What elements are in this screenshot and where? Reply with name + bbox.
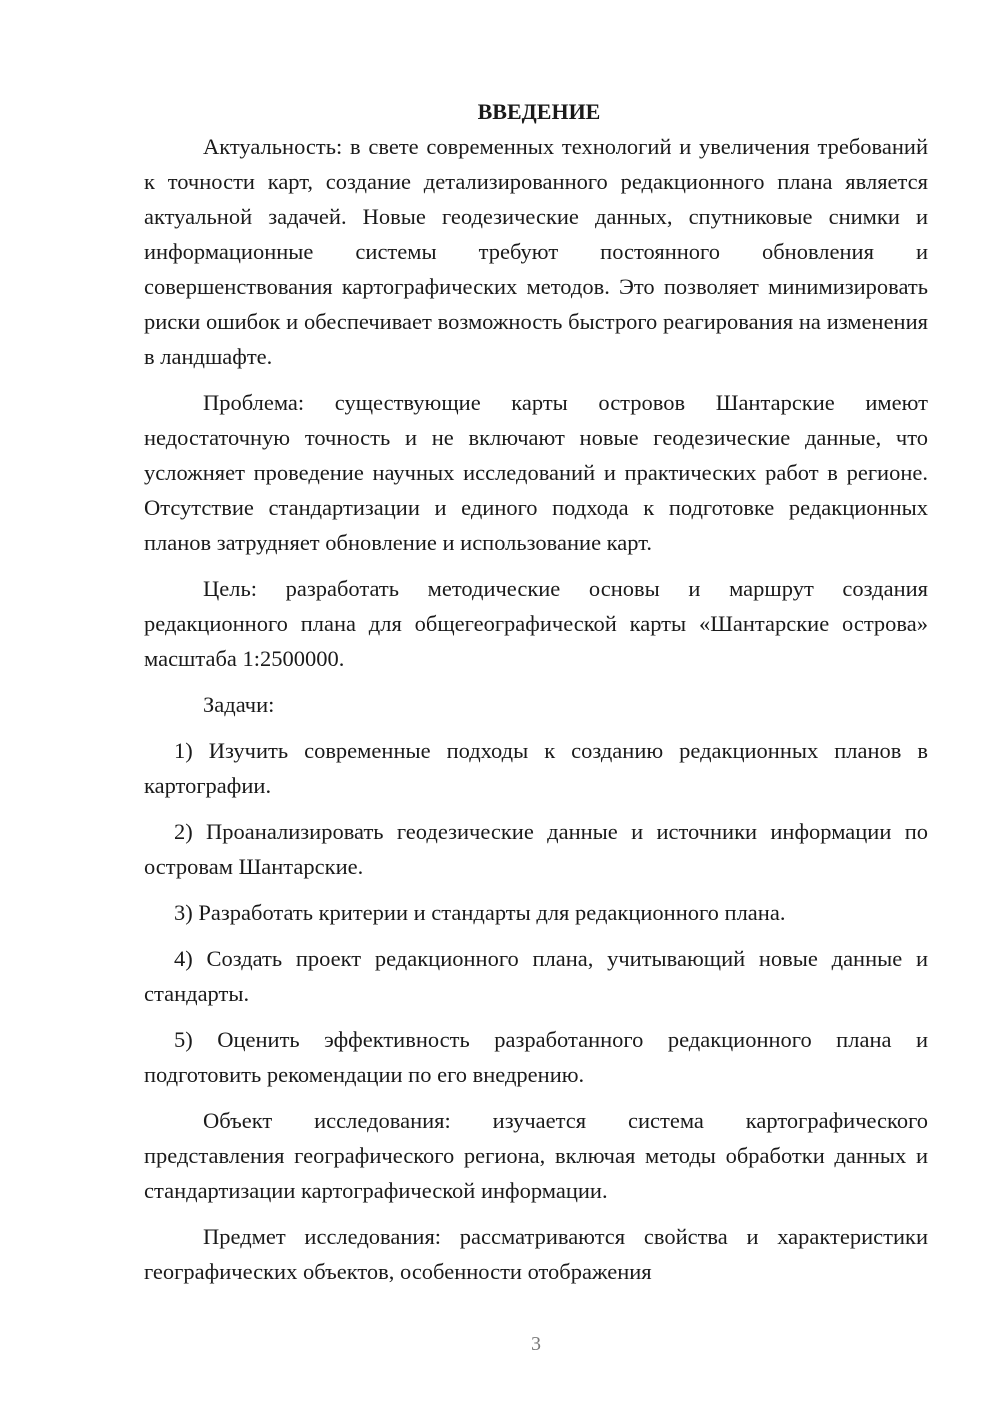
page-number: 3 <box>531 1333 541 1355</box>
paragraph-problem: Проблема: существующие карты островов Шантарские имеют недостаточную точность и не включают новые геодезические данные, что усложняет проведение научных исследований и практических работ в регионе. Отсутствие стандартизации и единого подхода к подготовке редакционных планов затрудняет обновление и использование карт. <box>144 390 928 555</box>
task-item-4: 4) Создать проект редакционного плана, учитывающий новые данные и стандарты. <box>144 946 928 1006</box>
tasks-heading: Задачи: <box>203 692 275 717</box>
task-item-3: 3) Разработать критерии и стандарты для редакционного плана. <box>174 900 786 925</box>
task-item-2: 2) Проанализировать геодезические данные и источники информации по островам Шантарские. <box>144 819 928 879</box>
section-heading: ВВЕДЕНИЕ <box>477 99 601 124</box>
paragraph-goal: Цель: разработать методические основы и маршрут создания редакционного плана для общегеографической карты «Шантарские острова» масштаба 1:2500000. <box>144 576 928 671</box>
paragraph-relevance: Актуальность: в свете современных технологий и увеличения требований к точности карт, создание детализированного редакционного плана является актуальной задачей. Новые геодезические данных, спутниковые снимки и информационные системы требуют постоянного обновления и совершенствования картографических методов. Это позволяет минимизировать риски ошибок и обеспечивает возможность быстрого реагирования на изменения в ландшафте. <box>144 134 928 369</box>
paragraph-subject: Предмет исследования: рассматриваются свойства и характеристики географических объектов, особенности отображения <box>144 1224 928 1284</box>
paragraph-object: Объект исследования: изучается система картографического представления географического региона, включая методы обработки данных и стандартизации картографической информации. <box>144 1108 928 1203</box>
task-item-5: 5) Оценить эффективность разработанного редакционного плана и подготовить рекомендации по его внедрению. <box>144 1027 928 1087</box>
task-item-1: 1) Изучить современные подходы к созданию редакционных планов в картографии. <box>144 738 928 798</box>
page-content <box>144 94 928 1289</box>
